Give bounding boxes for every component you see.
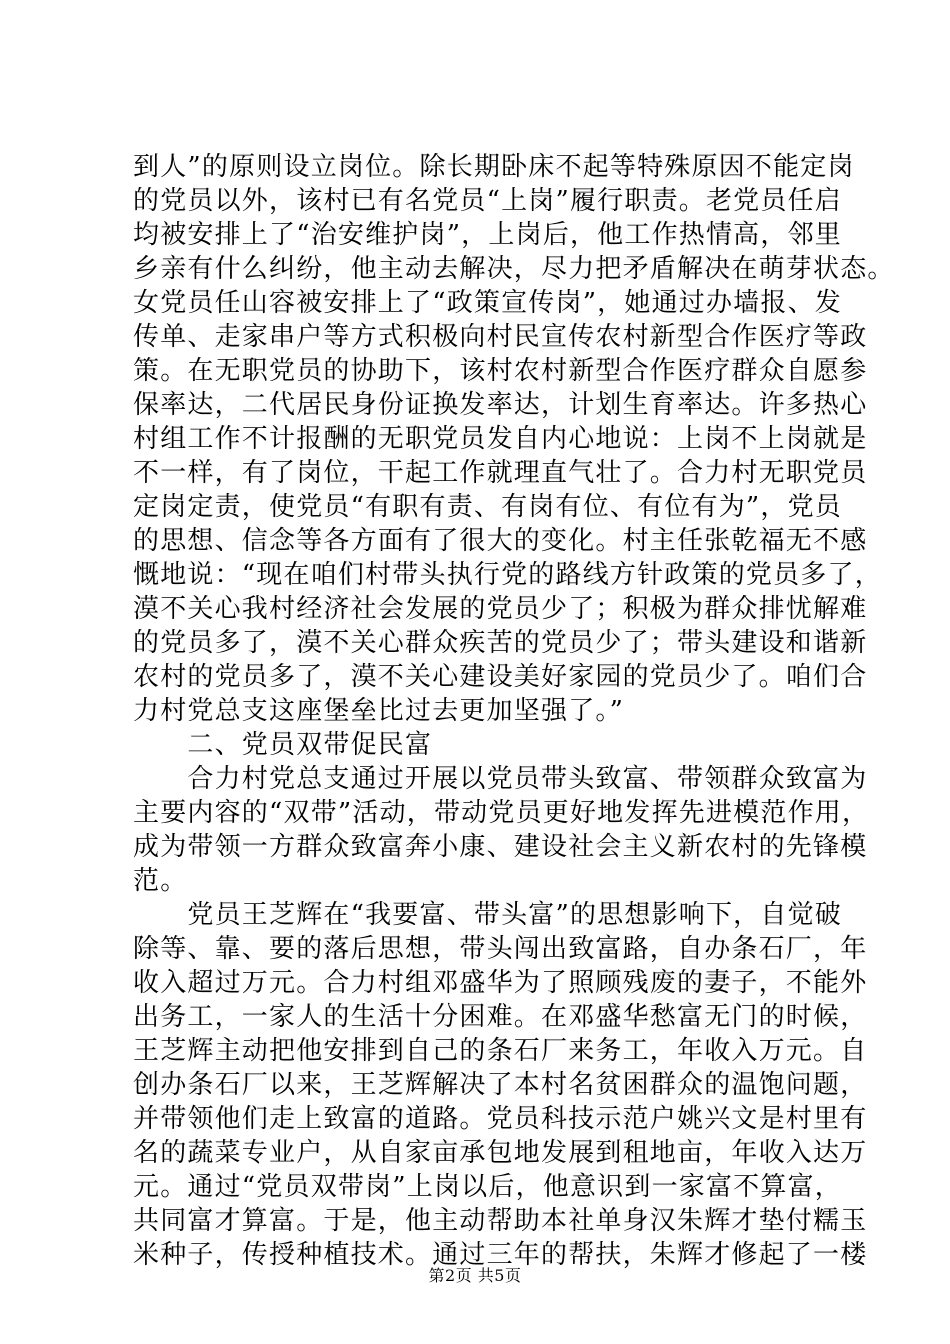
body-text [133,150,895,1272]
text-line: 漠不关心我村经济社会发展的党员少了；积极为群众排忧解难 [133,594,868,624]
text-line: 王芝辉主动把他安排到自己的条石厂来务工，年收入万元。自 [133,1036,868,1066]
text-line: 的党员多了，漠不关心群众疾苦的党员少了；带头建设和谐新 [133,628,868,658]
section-heading: 二、党员双带促民富 [133,730,433,760]
text-line: 女党员任山容被安排上了“政策宣传岗”，她通过办墙报、发 [133,288,842,318]
text-line: 创办条石厂以来，王芝辉解决了本村名贫困群众的温饱问题， [133,1070,868,1100]
text-line: 策。在无职党员的协助下，该村农村新型合作医疗群众自愿参 [133,356,868,386]
text-line: 党员王芝辉在“我要富、带头富”的思想影响下，自觉破 [133,900,842,930]
text-line: 保率达，二代居民身份证换发率达，计划生育率达。许多热心 [133,390,868,420]
text-line: 传单、走家串户等方式积极向村民宣传农村新型合作医疗等政 [133,322,868,352]
text-line: 米种子，传授种植技术。通过三年的帮扶，朱辉才修起了一楼 [133,1240,868,1270]
text-line: 共同富才算富。于是，他主动帮助本社单身汉朱辉才垫付糯玉 [133,1206,868,1236]
text-line: 不一样，有了岗位，干起工作就理直气壮了。合力村无职党员 [133,458,868,488]
text-line: 并带领他们走上致富的道路。党员科技示范户姚兴文是村里有 [133,1104,868,1134]
text-line: 出务工，一家人的生活十分困难。在邓盛华愁富无门的时候， [133,1002,868,1032]
text-line: 范。 [133,866,188,896]
text-line: 的党员以外，该村已有名党员“上岗”履行职责。老党员任启 [133,186,842,216]
text-line: 成为带领一方群众致富奔小康、建设社会主义新农村的先锋模 [133,832,868,862]
page-footer: 第2页 共5页 [428,1266,522,1285]
text-line: 定岗定责，使党员“有职有责、有岗有位、有位有为”，党员 [133,492,842,522]
text-line: 均被安排上了“治安维护岗”，上岗后，他工作热情高，邻里 [133,220,842,250]
text-line: 慨地说：“现在咱们村带头执行党的路线方针政策的党员多了， [133,560,882,590]
text-line: 除等、靠、要的落后思想，带头闯出致富路，自办条石厂，年 [133,934,868,964]
text-line: 乡亲有什么纠纷，他主动去解决，尽力把矛盾解决在萌芽状态。 [133,254,895,284]
text-line: 到人”的原则设立岗位。除长期卧床不起等特殊原因不能定岗 [133,152,855,182]
text-line: 农村的党员多了，漠不关心建设美好家园的党员少了。咱们合 [133,662,868,692]
text-line: 名的蔬菜专业户，从自家亩承包地发展到租地亩，年收入达万 [133,1138,868,1168]
text-line: 的思想、信念等各方面有了很大的变化。村主任张乾福无不感 [133,526,868,556]
text-line: 村组工作不计报酬的无职党员发自内心地说：上岗不上岗就是 [133,424,868,454]
text-line: 元。通过“党员双带岗”上岗以后，他意识到一家富不算富， [133,1172,842,1202]
text-line: 力村党总支这座堡垒比过去更加坚强了。” [133,696,625,726]
text-line: 主要内容的“双带”活动，带动党员更好地发挥先进模范作用， [133,798,870,828]
text-line: 合力村党总支通过开展以党员带头致富、带领群众致富为 [133,764,868,794]
text-line: 收入超过万元。合力村组邓盛华为了照顾残废的妻子，不能外 [133,968,868,998]
